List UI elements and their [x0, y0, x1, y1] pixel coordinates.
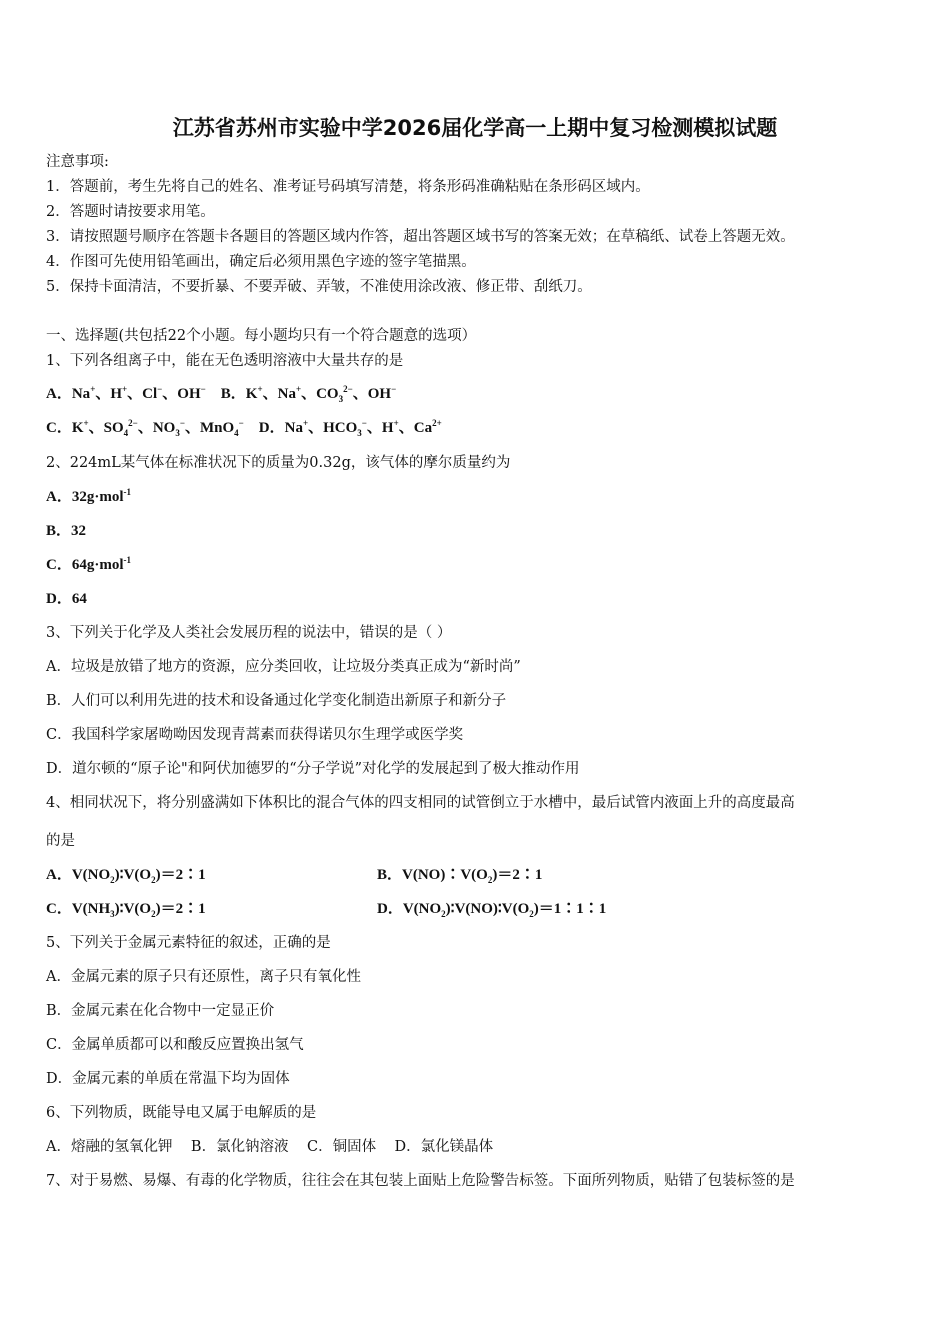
q5-option-b: B．金属元素在化合物中一定显正价	[46, 1003, 275, 1019]
q2-option-a: A．32g·mol$^{-1}$	[46, 487, 131, 505]
q2-option-d: D．64	[46, 591, 87, 607]
q1-stem: 1、下列各组离子中，能在无色透明溶液中大量共存的是	[46, 353, 404, 369]
q1-options-ab: A．Na+、H+、Cl−、OH− B．K+、Na+、$CO_3^{2-}$、OH−	[46, 384, 397, 404]
q5-option-a: A．金属元素的原子只有还原性，离子只有氧化性	[46, 969, 361, 985]
notice-heading: 注意事项:	[46, 154, 109, 170]
q3-option-b: B．人们可以利用先进的技术和设备通过化学变化制造出新原子和新分子	[46, 693, 507, 709]
q4-stem: 4、相同状况下，将分别盛满如下体积比的混合气体的四支相同的试管倒立于水槽中，最后试管内液面上升的高度最高	[46, 795, 795, 811]
q5-option-c: C．金属单质都可以和酸反应置换出氢气	[46, 1037, 304, 1053]
q4-option-c: C．$V(NH_3)∶V(O_2)=2∶1$	[46, 901, 206, 919]
q3-stem: 3、下列关于化学及人类社会发展历程的说法中，错误的是（ ）	[46, 625, 452, 641]
q6-options: A．熔融的氢氧化钾 B．氯化钠溶液 C．铜固体 D．氯化镁晶体	[46, 1139, 494, 1155]
q7-stem: 7、对于易燃、易爆、有毒的化学物质，往往会在其包装上面贴上危险警告标签。下面所列物质，贴错了包装标签的是	[46, 1173, 795, 1189]
q1-options-cd: C．K+、$SO_4^{2-}$、$NO_3^-$、MnO$_4$− D．Na+、$HCO_3^-$、H+、$Ca^{2+}$	[46, 418, 442, 438]
q5-stem: 5、下列关于金属元素特征的叙述，正确的是	[46, 935, 331, 951]
page-title: 江苏省苏州市实验中学2026届化学高一上期中复习检测模拟试题	[172, 116, 778, 140]
notice-item-4: 4．作图可先使用铅笔画出，确定后必须用黑色字迹的签字笔描黑。	[46, 254, 476, 270]
q4-option-a: A．$V(NO_2)∶V(O_2)=2∶1$	[46, 867, 206, 885]
notice-item-3: 3．请按照题号顺序在答题卡各题目的答题区域内作答，超出答题区域书写的答案无效；在草稿纸、试卷上答题无效。	[46, 229, 795, 245]
q3-option-c: C．我国科学家屠呦呦因发现青蒿素而获得诺贝尔生理学或医学奖	[46, 727, 464, 743]
q2-stem: 2、224mL某气体在标准状况下的质量为0.32g，该气体的摩尔质量约为	[46, 455, 511, 471]
notice-item-1: 1．答题前，考生先将自己的姓名、准考证号码填写清楚，将条形码准确粘贴在条形码区域内。	[46, 179, 650, 195]
q4-stem-cont: 的是	[46, 833, 75, 849]
q4-option-b: B．$V(NO)∶V(O_2)=2∶1$	[377, 867, 543, 885]
q3-option-a: A．垃圾是放错了地方的资源，应分类回收，让垃圾分类真正成为“新时尚”	[46, 659, 521, 675]
q2-option-b: B．32	[46, 523, 87, 539]
section-heading: 一、选择题(共包括22个小题。每小题均只有一个符合题意的选项）	[46, 328, 477, 344]
notice-item-5: 5．保持卡面清洁，不要折暴、不要弄破、弄皱，不准使用涂改液、修正带、刮纸刀。	[46, 279, 592, 295]
q4-option-d: D．$V(NO_2)∶V(NO)∶V(O_2)=1∶1∶1$	[377, 901, 607, 919]
q6-stem: 6、下列物质，既能导电又属于电解质的是	[46, 1105, 317, 1121]
notice-item-2: 2．答题时请按要求用笔。	[46, 204, 215, 220]
q2-option-c: C．64g·mol$^{-1}$	[46, 555, 131, 573]
q5-option-d: D．金属元素的单质在常温下均为固体	[46, 1071, 290, 1087]
q3-option-d: D．道尔顿的“原子论"和阿伏加德罗的“分子学说”对化学的发展起到了极大推动作用	[46, 761, 580, 777]
